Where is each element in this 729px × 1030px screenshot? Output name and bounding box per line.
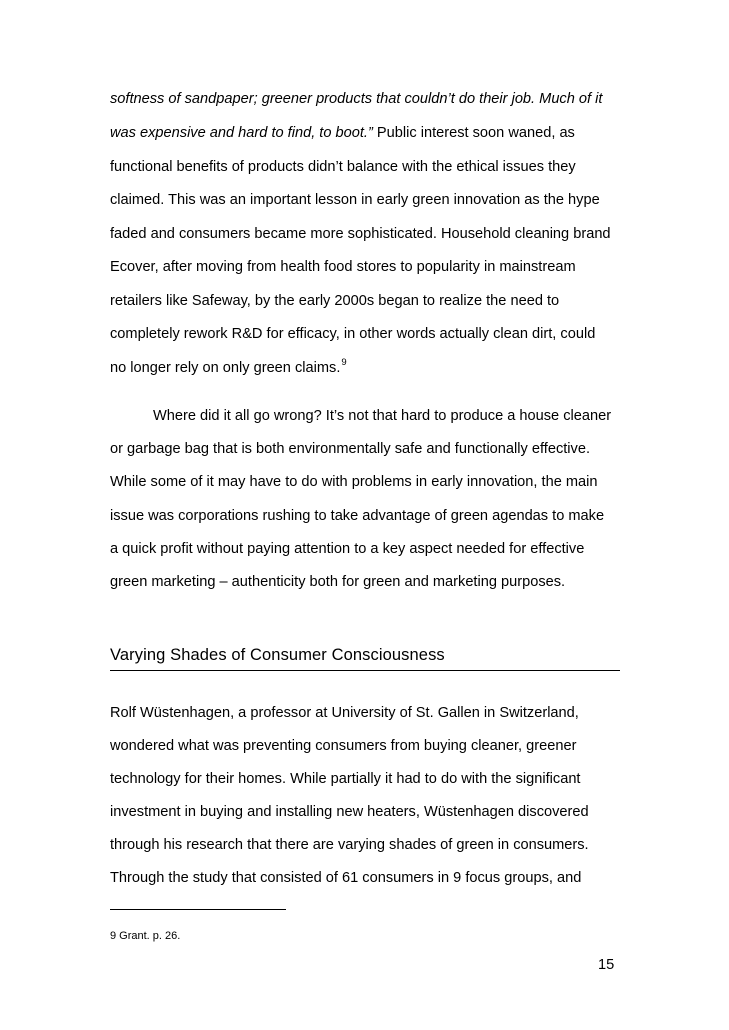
paragraph-2-line-4: issue was corporations rushing to take advantage of green agendas to make (110, 508, 605, 524)
paragraph-1-line-4: claimed. This was an important lesson in early green innovation as the hype (110, 192, 600, 208)
heading-underline (110, 670, 620, 671)
paragraph-2-line-5: a quick profit without paying attention to a key aspect needed for effective (110, 541, 585, 557)
paragraph-3-line-5: through his research that there are varying shades of green in consumers. (110, 837, 589, 853)
paragraph-1-line-1: softness of sandpaper; greener products that couldn’t do their job. Much of it (110, 91, 603, 107)
paragraph-1-line-9 (110, 359, 347, 379)
paragraph-3-line-3: technology for their homes. While partially it had to do with the significant (110, 771, 581, 787)
paragraph-3-line-6: Through the study that consisted of 61 consumers in 9 focus groups, and (110, 870, 582, 886)
paragraph-1-line-5: faded and consumers became more sophisticated. Household cleaning brand (110, 226, 611, 242)
paragraph-2-line-3: While some of it may have to do with problems in early innovation, the main (110, 474, 598, 490)
paragraph-1-line-9-text: no longer rely on only green claims. (110, 360, 341, 376)
paragraph-2-line-6: green marketing – authenticity both for green and marketing purposes. (110, 574, 566, 590)
paragraph-2-line-1: Where did it all go wrong? It’s not that hard to produce a house cleaner (153, 408, 612, 424)
paragraph-1-line-2 (110, 124, 575, 142)
paragraph-3-line-4: investment in buying and installing new heaters, Wüstenhagen discovered (110, 804, 589, 820)
footnote-reference[interactable]: 9 (341, 357, 347, 368)
paragraph-1-line-8: completely rework R&D for efficacy, in other words actually clean dirt, could (110, 326, 596, 342)
section-heading: Varying Shades of Consumer Consciousness (110, 646, 445, 664)
paragraph-1-line-6: Ecover, after moving from health food stores to popularity in mainstream (110, 259, 576, 275)
paragraph-1-line-2-rest: Public interest soon waned, as (372, 125, 575, 141)
footnote: 9 Grant. p. 26. (110, 930, 181, 942)
paragraph-2-line-2: or garbage bag that is both environmentally safe and functionally effective. (110, 441, 591, 457)
paragraph-3-line-2: wondered what was preventing consumers from buying cleaner, greener (110, 738, 577, 754)
paragraph-1-line-7: retailers like Safeway, by the early 2000s began to realize the need to (110, 293, 560, 309)
paragraph-1-line-3: functional benefits of products didn’t balance with the ethical issues they (110, 159, 576, 175)
footnote-separator (110, 909, 286, 910)
quote-end: was expensive and hard to find, to boot.” (110, 125, 373, 141)
page-number: 15 (598, 957, 615, 973)
paragraph-3-line-1: Rolf Wüstenhagen, a professor at University of St. Gallen in Switzerland, (110, 705, 579, 721)
